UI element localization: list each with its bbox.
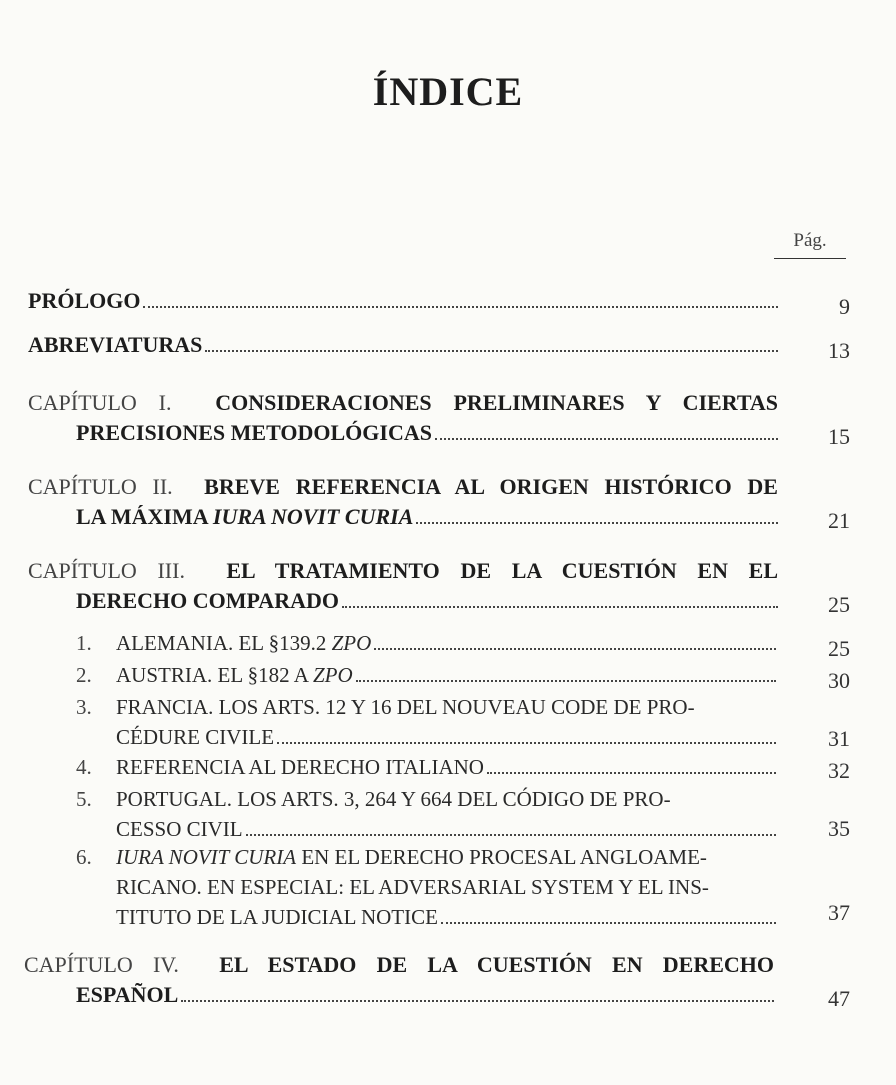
leader-dots: [342, 606, 778, 608]
subentry-title-line1: PORTUGAL. LOS ARTS. 3, 264 Y 664 DEL CÓDIGO DE PRO-: [116, 787, 671, 811]
subentry-number: 3.: [76, 695, 92, 719]
subentry-title-italic: ZPO: [331, 631, 372, 655]
chapter-title-line1: EL TRATAMIENTO DE LA CUESTIÓN EN EL: [226, 558, 778, 583]
entry-page-number: 21: [828, 508, 850, 533]
toc-entry-chapter-4[interactable]: [24, 950, 774, 1010]
toc-subentry-2[interactable]: [76, 660, 776, 690]
chapter-title-line1: EL ESTADO DE LA CUESTIÓN EN DERECHO: [219, 952, 775, 977]
leader-dots: [487, 772, 776, 774]
chapter-title-line2: DERECHO COMPARADO: [76, 588, 339, 613]
chapter-title-line2: ESPAÑOL: [76, 982, 179, 1007]
toc-entry-chapter-2[interactable]: [28, 472, 778, 532]
entry-page-number: 30: [828, 668, 850, 693]
subentry-title-line2: CÉDURE CIVILE: [116, 725, 275, 749]
leader-dots: [356, 680, 776, 682]
chapter-label: CAPÍTULO III.: [28, 558, 185, 583]
subentry-title: AUSTRIA. EL §182 A: [116, 663, 313, 687]
subentry-title-line2: RICANO. EN ESPECIAL: EL ADVERSARIAL SYSTEM Y EL INS-: [116, 875, 709, 899]
leader-dots: [205, 350, 778, 352]
toc-entry-prologo[interactable]: [28, 286, 778, 316]
subentry-title-line3: TITUTO DE LA JUDICIAL NOTICE: [116, 905, 438, 929]
toc-subentry-5[interactable]: [76, 784, 776, 844]
leader-dots: [374, 648, 776, 650]
subentry-number: 1.: [76, 631, 92, 655]
leader-dots: [416, 522, 778, 524]
entry-page-number: 25: [828, 636, 850, 661]
toc-subentry-4[interactable]: [76, 752, 776, 782]
chapter-label: CAPÍTULO I.: [28, 390, 172, 415]
subentry-title-line1: EN EL DERECHO PROCESAL ANGLOAME-: [296, 845, 707, 869]
entry-page-number: 13: [828, 338, 850, 363]
subentry-number: 4.: [76, 755, 92, 779]
chapter-title-line1: BREVE REFERENCIA AL ORIGEN HISTÓRICO DE: [204, 474, 778, 499]
chapter-label: CAPÍTULO II.: [28, 474, 173, 499]
page-column-header: Pág.: [793, 230, 827, 251]
leader-dots: [181, 1000, 774, 1002]
toc-subentry-6[interactable]: [76, 842, 776, 932]
subentry-title-line1: FRANCIA. LOS ARTS. 12 Y 16 DEL NOUVEAU CODE DE PRO-: [116, 695, 695, 719]
entry-page-number: 25: [828, 592, 850, 617]
subentry-number: 2.: [76, 663, 92, 687]
toc-subentry-3[interactable]: [76, 692, 776, 752]
toc-entry-chapter-1[interactable]: [28, 388, 778, 448]
chapter-title-line2: LA MÁXIMA: [76, 504, 213, 529]
toc-entry-chapter-3[interactable]: [28, 556, 778, 616]
latin-maxim: IURA NOVIT CURIA: [212, 504, 414, 529]
toc-entry-abreviaturas[interactable]: [28, 330, 778, 360]
entry-page-number: 15: [828, 424, 850, 449]
subentry-title: ALEMANIA. EL §139.2: [116, 631, 332, 655]
subentry-title-line2: CESSO CIVIL: [116, 817, 243, 841]
page-column-rule: [774, 258, 846, 259]
leader-dots: [246, 834, 776, 836]
leader-dots: [441, 922, 776, 924]
leader-dots: [277, 742, 776, 744]
entry-page-number: 9: [839, 294, 850, 319]
entry-title: ABREVIATURAS: [28, 332, 203, 357]
page-title: ÍNDICE: [372, 69, 524, 114]
entry-page-number: 37: [828, 900, 850, 925]
subentry-number: 5.: [76, 787, 92, 811]
leader-dots: [143, 306, 778, 308]
chapter-title-line1: CONSIDERACIONES PRELIMINARES Y CIERTAS: [215, 390, 779, 415]
subentry-title: REFERENCIA AL DERECHO ITALIANO: [116, 755, 484, 779]
latin-maxim: IURA NOVIT CURIA: [116, 845, 297, 869]
subentry-number: 6.: [76, 845, 92, 869]
leader-dots: [435, 438, 778, 440]
entry-page-number: 31: [828, 726, 850, 751]
entry-page-number: 47: [828, 986, 850, 1011]
chapter-title-line2: PRECISIONES METODOLÓGICAS: [76, 420, 432, 445]
entry-title: PRÓLOGO: [28, 288, 141, 313]
entry-page-number: 35: [828, 816, 850, 841]
entry-page-number: 32: [828, 758, 850, 783]
toc-subentry-1[interactable]: [76, 628, 776, 658]
chapter-label: CAPÍTULO IV.: [24, 952, 179, 977]
subentry-title-italic: ZPO: [312, 663, 353, 687]
